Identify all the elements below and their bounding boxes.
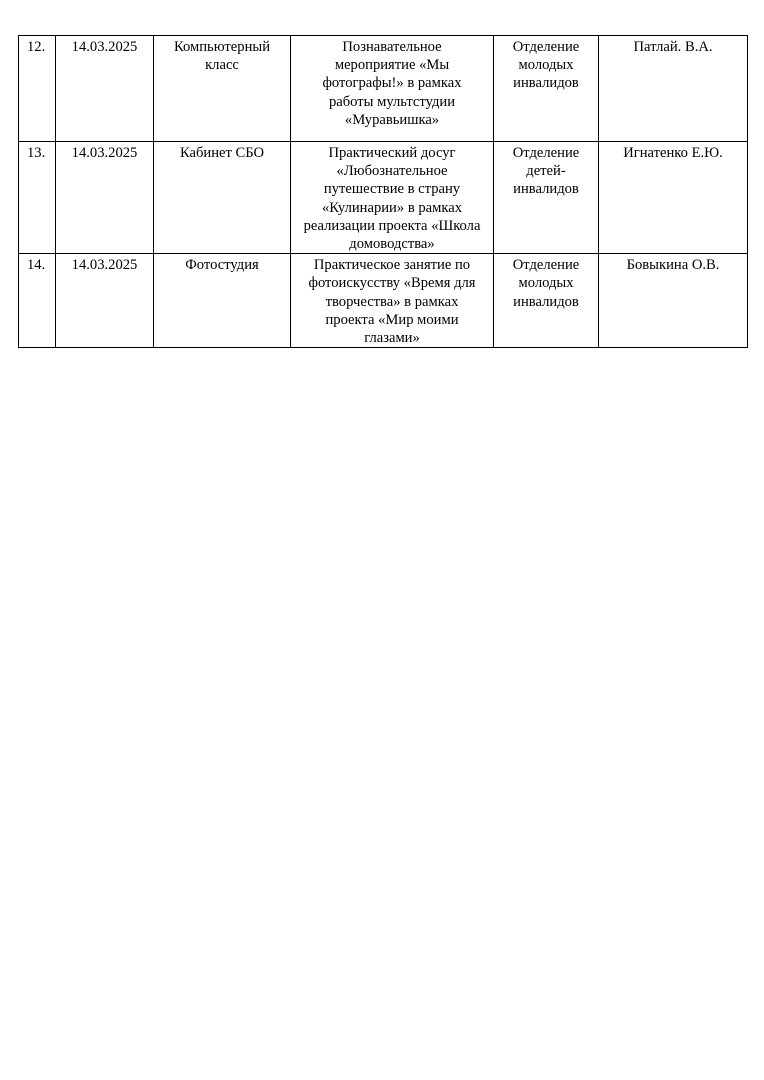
responsible-cell: Бовыкина О.В. (599, 254, 748, 348)
place-cell: Фотостудия (154, 254, 291, 348)
date-cell: 14.03.2025 (56, 254, 154, 348)
event-cell: Практический досуг «Любознательное путешествие в страну «Кулинарии» в рамках реализации проекта «Школа домоводства» (291, 142, 494, 254)
responsible-cell: Патлай. В.А. (599, 36, 748, 142)
row-number-cell: 13. (19, 142, 56, 254)
date-cell: 14.03.2025 (56, 142, 154, 254)
department-cell: Отделение молодых инвалидов (494, 36, 599, 142)
table-row (19, 36, 748, 142)
department-cell: Отделение детей- инвалидов (494, 142, 599, 254)
table-row (19, 254, 748, 348)
event-cell: Познавательное мероприятие «Мы фотографы!» в рамках работы мультстудии «Муравьишка» (291, 36, 494, 142)
place-cell: Кабинет СБО (154, 142, 291, 254)
responsible-cell: Игнатенко Е.Ю. (599, 142, 748, 254)
date-cell: 14.03.2025 (56, 36, 154, 142)
place-cell: Компьютерный класс (154, 36, 291, 142)
row-number-cell: 14. (19, 254, 56, 348)
event-cell: Практическое занятие по фотоискусству «Время для творчества» в рамках проекта «Мир моими глазами» (291, 254, 494, 348)
department-cell: Отделение молодых инвалидов (494, 254, 599, 348)
table-row (19, 142, 748, 254)
row-number-cell: 12. (19, 36, 56, 142)
events-table (18, 35, 748, 348)
